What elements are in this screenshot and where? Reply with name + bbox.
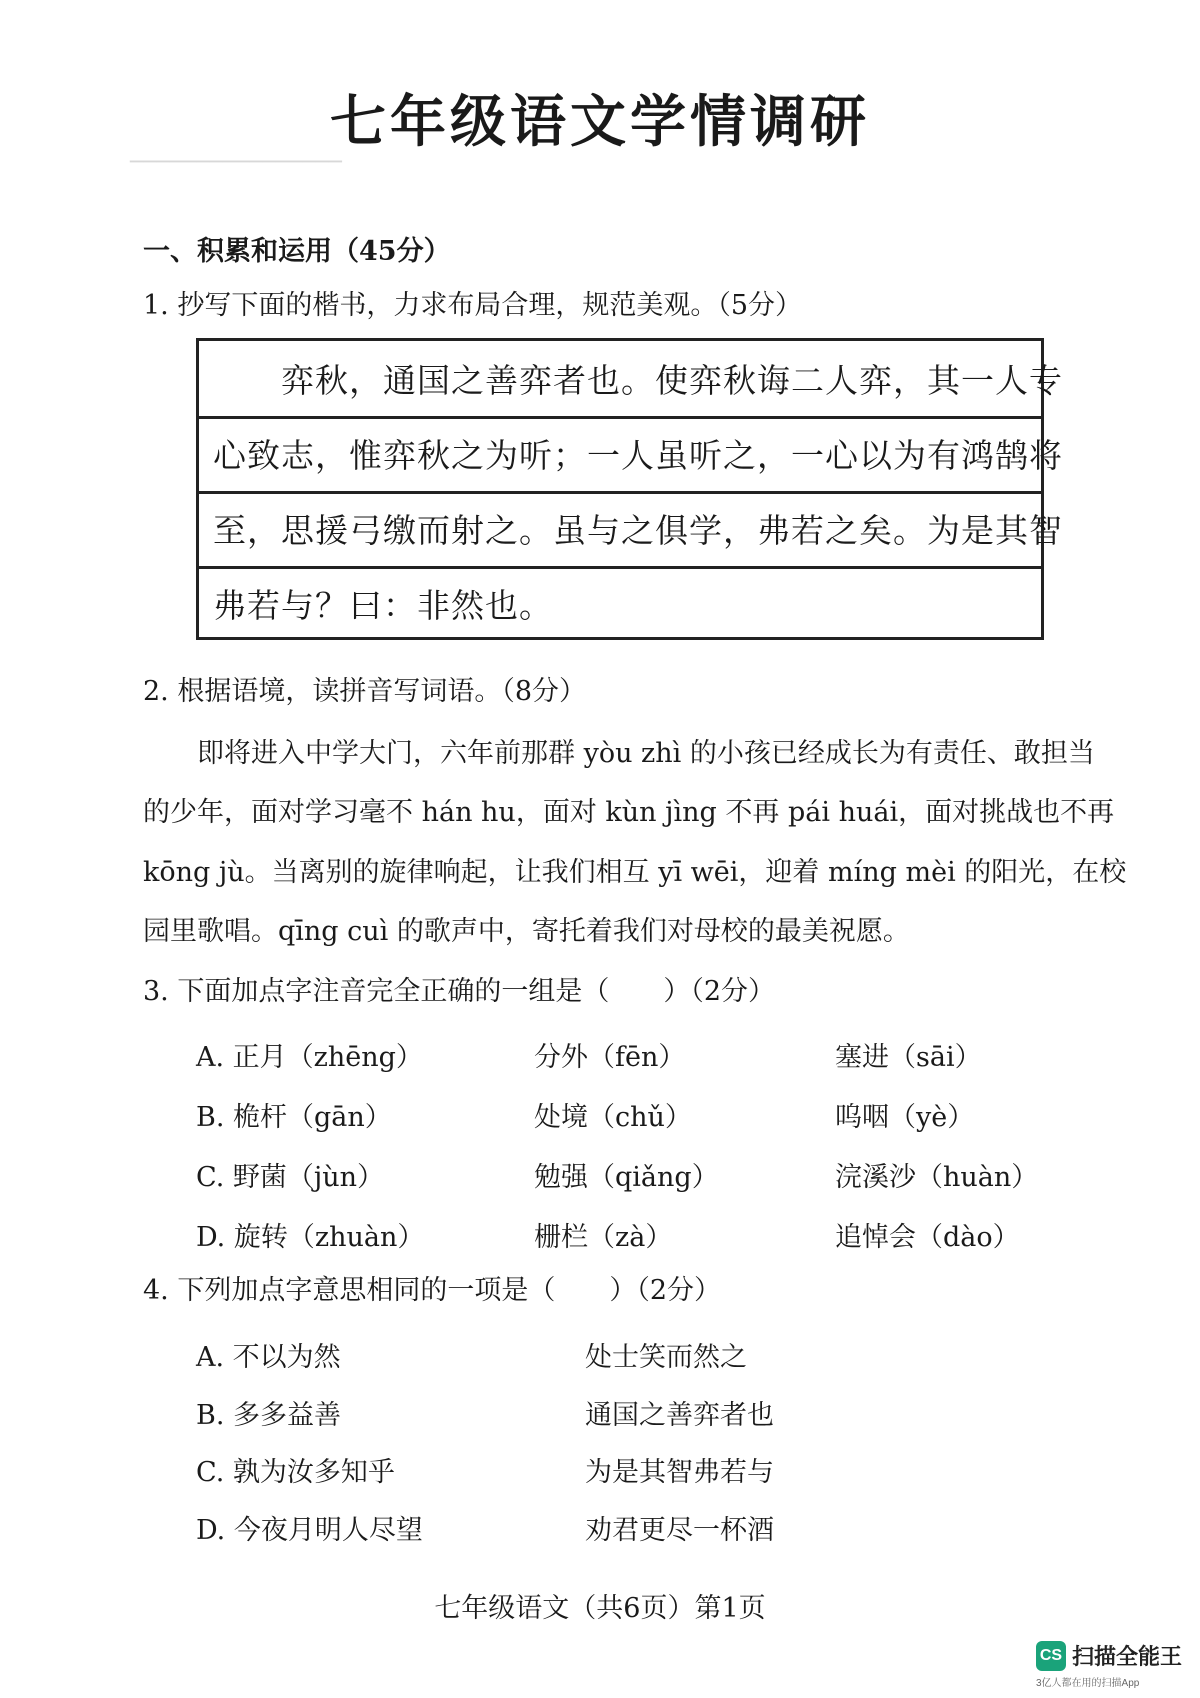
page-title: 七年级语文学情调研 [330, 89, 870, 155]
watermark-tagline: 3亿人都在用的扫描App [1036, 1678, 1140, 1689]
q1-prompt: 1. 抄写下面的楷书，力求布局合理，规范美观。（5分） [143, 290, 803, 321]
q2-text-line: 即将进入中学大门，六年前那群 yòu zhì 的小孩已经成长为有责任、敢担当 [143, 738, 1095, 769]
q3-option-a: A. 正月（zhēng） [196, 1042, 423, 1073]
q2-text-line: kōng jù。当离别的旋律响起，让我们相互 yī wēi，迎着 míng mèi 的阳光，在校 [143, 857, 1127, 888]
q3-option-d-2: 栅栏（zà） [534, 1222, 673, 1253]
q3-option-c-2: 勉强（qiǎng） [534, 1162, 719, 1193]
q2-text-line: 的少年，面对学习毫不 hán hu，面对 kùn jìng 不再 pái huái，面对挑战也不再 [143, 797, 1115, 828]
q4-option-c: C. 孰为汝多知乎 [196, 1457, 395, 1488]
q3-prompt: 3. 下面加点字注音完全正确的一组是（ ）（2分） [143, 976, 776, 1007]
q3-option-a-3: 塞进（sāi） [835, 1042, 982, 1073]
q3-option-d-3: 追悼会（dào） [835, 1222, 1020, 1253]
copy-row: 心致志，惟弈秋之为听；一人虽听之，一心以为有鸿鹄将 [213, 436, 1063, 475]
q3-option-b-3: 呜咽（yè） [835, 1102, 975, 1133]
copy-row: 弗若与？曰：非然也。 [213, 586, 553, 625]
q4-option-a: A. 不以为然 [196, 1342, 341, 1373]
q4-option-c-2: 为是其智弗若与 [585, 1457, 774, 1488]
q4-option-b-2: 通国之善弈者也 [585, 1400, 774, 1431]
copy-box [196, 338, 1063, 640]
camscanner-logo-icon: CS [1036, 1641, 1066, 1671]
q3-option-c-3: 浣溪沙（huàn） [835, 1162, 1039, 1193]
q3-option-b-2: 处境（chǔ） [534, 1102, 692, 1133]
q4-option-d: D. 今夜月明人尽望 [196, 1515, 423, 1546]
watermark-name: 扫描全能王 [1072, 1644, 1183, 1669]
q3-option-b: B. 桅杆（gān） [196, 1102, 392, 1133]
q3-option-d: D. 旋转（zhuàn） [196, 1222, 425, 1253]
q4-prompt: 4. 下列加点字意思相同的一项是（ ）（2分） [143, 1275, 722, 1306]
copy-row: 弈秋，通国之善弈者也。使弈秋诲二人弈，其一人专 [213, 361, 1063, 400]
q4-option-d-2: 劝君更尽一杯酒 [585, 1515, 774, 1546]
page-footer: 七年级语文（共6页）第1页 [434, 1593, 766, 1624]
scanner-watermark [1036, 1640, 1183, 1689]
bleed-through: ──────────────── [130, 150, 342, 175]
q2-prompt: 2. 根据语境，读拼音写词语。（8分） [143, 676, 587, 707]
q3-option-c: C. 野菌（jùn） [196, 1162, 385, 1193]
q3-option-a-2: 分外（fēn） [534, 1042, 686, 1073]
q4-option-b: B. 多多益善 [196, 1400, 342, 1431]
q4-option-a-2: 处士笑而然之 [585, 1342, 747, 1373]
copy-row: 至，思援弓缴而射之。虽与之俱学，弗若之矣。为是其智 [213, 511, 1063, 550]
section-heading: 一、积累和运用（45分） [143, 236, 451, 267]
q2-text-line: 园里歌唱。qīng cuì 的歌声中，寄托着我们对母校的最美祝愿。 [143, 916, 910, 947]
